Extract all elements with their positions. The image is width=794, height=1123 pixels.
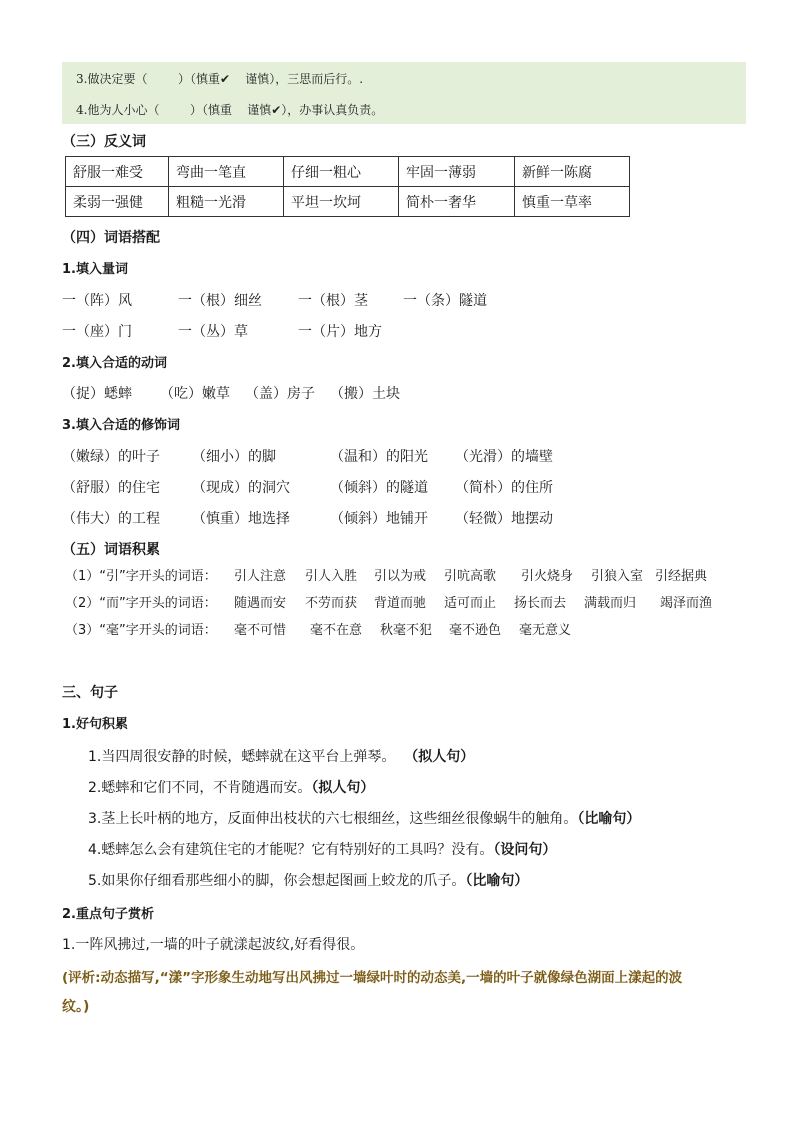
phrase-item: （细小）的脚 (192, 449, 276, 465)
word-item: 毫不可惜 (234, 623, 287, 638)
table-cell: 舒服一难受 (66, 157, 169, 187)
antonyms-heading: （三）反义词 (62, 134, 146, 150)
phrase-item: （搬）土块 (330, 386, 400, 402)
sentence-tag: （拟人句） (311, 780, 375, 796)
table-cell: 粗糙一光滑 (169, 187, 284, 217)
table-row (66, 187, 630, 217)
word-item: 毫无意义 (519, 623, 572, 638)
phrase-item: 一（根）茎 (298, 293, 368, 309)
sentence-text: 1.当四周很安静的时候，蟋蟀就在这平台上弹琴。 (88, 749, 396, 765)
sentence-item (88, 808, 640, 828)
accumulation-heading: （五）词语积累 (62, 542, 160, 558)
good-sentences-title: 1.好句积累 (62, 717, 128, 732)
phrase-item: 一（片）地方 (298, 324, 382, 340)
accumulation-label: （1）“引”字开头的词语： (65, 569, 217, 584)
phrase-item: 一（根）细丝 (178, 293, 262, 309)
word-item: 引狼入室 (591, 569, 644, 584)
word-item: 满载而归 (584, 596, 637, 611)
table-cell: 柔弱一强健 (66, 187, 169, 217)
phrase-item: （盖）房子 (245, 386, 315, 402)
phrase-item: （舒服）的住宅 (62, 480, 160, 496)
phrase-item: （现成）的洞穴 (192, 480, 290, 496)
phrase-item: （吃）嫩草 (160, 386, 230, 402)
word-item: 引吭高歌 (444, 569, 497, 584)
table-cell: 慎重一草率 (515, 187, 630, 217)
word-item: 毫不逊色 (449, 623, 502, 638)
phrase-item: 一（丛）草 (178, 324, 248, 340)
phrase-item: （简朴）的住所 (455, 480, 553, 496)
phrase-item: （慎重）地选择 (192, 511, 290, 527)
phrase-item: 一（座）门 (62, 324, 132, 340)
phrase-item: （伟大）的工程 (62, 511, 160, 527)
table-cell: 弯曲一笔直 (169, 157, 284, 187)
word-item: 引人入胜 (305, 569, 358, 584)
collocation-heading: （四）词语搭配 (62, 230, 160, 246)
sentence-tag: （拟人句） (404, 749, 475, 765)
table-cell: 牢固一薄弱 (399, 157, 515, 187)
phrase-item: （倾斜）地铺开 (330, 511, 428, 527)
accumulation-label: （3）“毫”字开头的词语： (65, 623, 217, 638)
sentence-tag: （比喻句） (577, 811, 641, 827)
table-cell: 简朴一奢华 (399, 187, 515, 217)
sentence-item (88, 870, 528, 890)
table-cell: 新鲜一陈腐 (515, 157, 630, 187)
measure-title: 1.填入量词 (62, 262, 128, 277)
word-item: 引人注意 (234, 569, 287, 584)
antonyms-table (65, 156, 630, 217)
table-cell: 平坦一坎坷 (284, 187, 399, 217)
word-item: 毫不在意 (310, 623, 363, 638)
phrase-item: （轻微）地摆动 (455, 511, 553, 527)
sentence-text: 5.如果你仔细看那些细小的脚，你会想起图画上蛟龙的爪子。 (88, 873, 466, 889)
phrase-item: 一（条）隧道 (403, 293, 487, 309)
phrase-item: （光滑）的墙壁 (455, 449, 553, 465)
sentence-item (88, 839, 556, 859)
sentence-item (88, 777, 374, 797)
word-item: 适可而止 (444, 596, 497, 611)
modifiers-title: 3.填入合适的修饰词 (62, 418, 180, 433)
exercise-box (62, 62, 746, 124)
word-item: 秋毫不犯 (380, 623, 433, 638)
word-item: 扬长而去 (514, 596, 567, 611)
accumulation-label: （2）“而”字开头的词语： (65, 596, 217, 611)
word-item: 不劳而获 (305, 596, 358, 611)
table-cell: 仔细一粗心 (284, 157, 399, 187)
sentence-tag: （设问句） (493, 842, 557, 858)
verbs-title: 2.填入合适的动词 (62, 356, 167, 371)
sentence-tag: （比喻句） (465, 873, 529, 889)
sentences-heading: 三、句子 (62, 685, 118, 701)
analysis-comment-line-1: (评析:动态描写,“漾”字形象生动地写出风拂过一墙绿叶时的动态美,一墙的叶子就像绿色湖面上漾起的波 (62, 970, 683, 986)
phrase-item: （捉）蟋蟀 (62, 386, 132, 402)
word-item: 引以为戒 (374, 569, 427, 584)
sentence-text: 4.蟋蟀怎么会有建筑住宅的才能呢？它有特别好的工具吗？没有。 (88, 842, 494, 858)
phrase-item: （嫩绿）的叶子 (62, 449, 160, 465)
analysis-sentence: 1.一阵风拂过,一墙的叶子就漾起波纹,好看得很。 (62, 937, 365, 953)
exercise-line-3: 3.做决定要（ ）（慎重✔ 谨慎），三思而后行。. (76, 72, 364, 86)
word-item: 引经据典 (655, 569, 708, 584)
sentence-text: 2.蟋蟀和它们不同，不肯随遇而安。 (88, 780, 312, 796)
phrase-item: 一（阵）风 (62, 293, 132, 309)
word-item: 背道而驰 (374, 596, 427, 611)
analysis-title: 2.重点句子赏析 (62, 907, 154, 922)
phrase-item: （倾斜）的隧道 (330, 480, 428, 496)
word-item: 引火烧身 (521, 569, 574, 584)
exercise-line-4: 4.他为人小心（ ）（慎重 谨慎✔），办事认真负责。 (76, 103, 384, 117)
sentence-item (88, 746, 474, 766)
phrase-item: （温和）的阳光 (330, 449, 428, 465)
word-item: 随遇而安 (234, 596, 287, 611)
table-row (66, 157, 630, 187)
sentence-text: 3.茎上长叶柄的地方，反面伸出枝状的六七根细丝，这些细丝很像蜗牛的触角。 (88, 811, 578, 827)
word-item: 竭泽而渔 (660, 596, 713, 611)
analysis-comment-line-2: 纹。) (62, 999, 90, 1015)
